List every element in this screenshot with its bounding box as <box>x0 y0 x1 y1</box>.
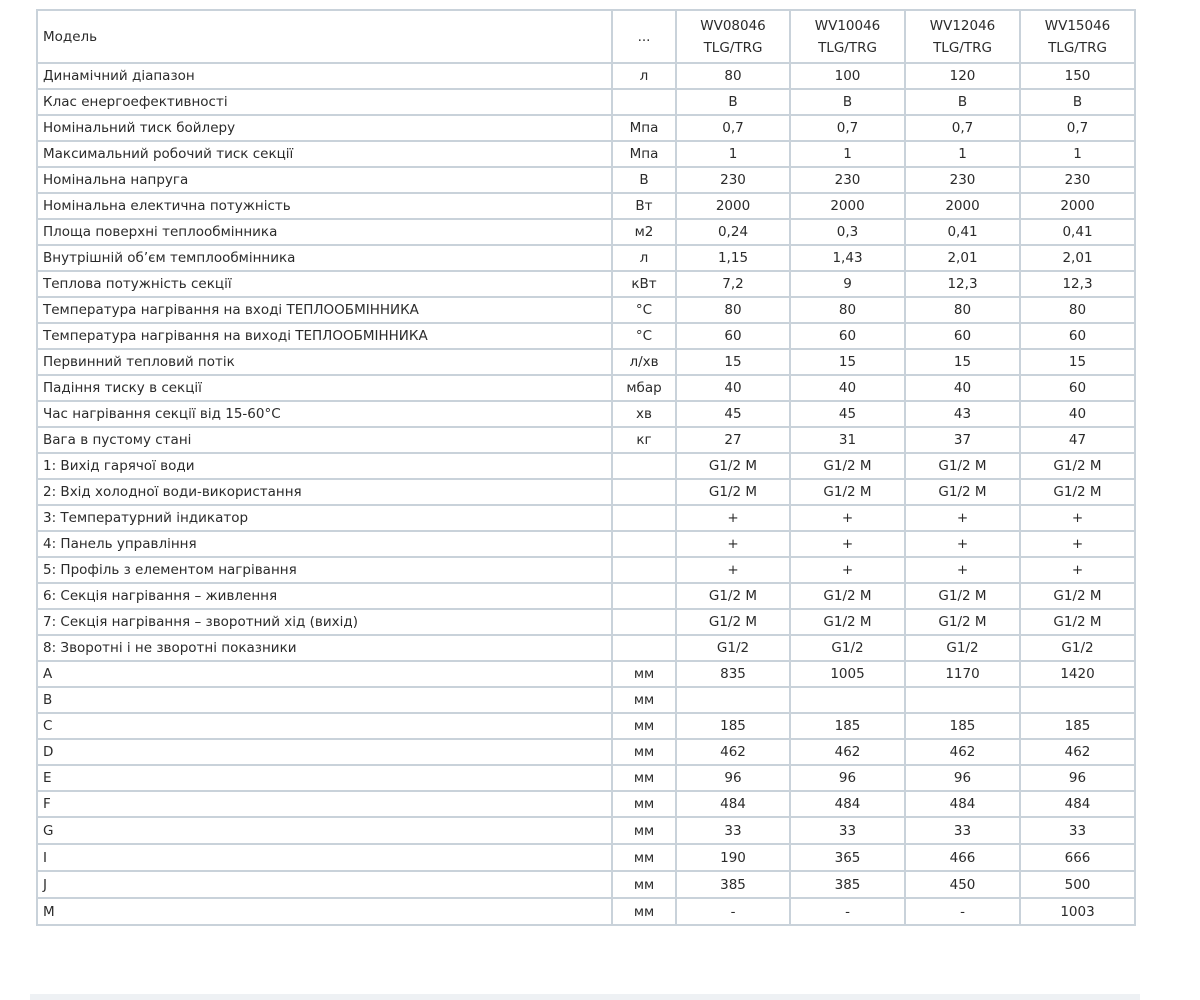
parameter-value: 2000 <box>790 193 905 219</box>
model-code: WV12046 <box>929 17 996 34</box>
parameter-value: 60 <box>1020 323 1135 349</box>
parameter-value: + <box>790 531 905 557</box>
table-row <box>37 115 1135 141</box>
parameter-value: G1/2 M <box>1020 453 1135 479</box>
parameter-value: G1/2 <box>676 635 790 661</box>
parameter-unit <box>612 505 676 531</box>
parameter-value: G1/2 M <box>1020 609 1135 635</box>
table-row <box>37 453 1135 479</box>
parameter-name: I <box>37 844 612 871</box>
parameter-value: 40 <box>905 375 1020 401</box>
parameter-value: - <box>905 898 1020 925</box>
table-row <box>37 193 1135 219</box>
parameter-name: 3: Температурний індикатор <box>37 505 612 531</box>
parameter-value: 185 <box>1020 713 1135 739</box>
parameter-value: 37 <box>905 427 1020 453</box>
parameter-unit <box>612 635 676 661</box>
parameter-value: 385 <box>676 871 790 898</box>
parameter-unit: мм <box>612 687 676 713</box>
parameter-unit: мм <box>612 817 676 844</box>
parameter-value: 1 <box>905 141 1020 167</box>
parameter-value: 45 <box>790 401 905 427</box>
parameter-value: 185 <box>790 713 905 739</box>
parameter-value: B <box>905 89 1020 115</box>
parameter-value: G1/2 M <box>676 583 790 609</box>
parameter-value: - <box>790 898 905 925</box>
parameter-value: + <box>676 531 790 557</box>
parameter-unit: кВт <box>612 271 676 297</box>
parameter-value: 0,24 <box>676 219 790 245</box>
parameter-value: 230 <box>905 167 1020 193</box>
table-row <box>37 167 1135 193</box>
parameter-name: Теплова потужність секції <box>37 271 612 297</box>
parameter-value: G1/2 M <box>790 583 905 609</box>
table-row <box>37 245 1135 271</box>
parameter-unit: мм <box>612 791 676 817</box>
table-row <box>37 63 1135 89</box>
parameter-value: 484 <box>676 791 790 817</box>
parameter-unit: л/хв <box>612 349 676 375</box>
parameter-name: 1: Вихід гарячої води <box>37 453 612 479</box>
parameter-name: 7: Секція нагрівання – зворотний хід (вихід) <box>37 609 612 635</box>
parameter-value: G1/2 M <box>905 583 1020 609</box>
parameter-value: G1/2 M <box>790 609 905 635</box>
parameter-name: Первинний тепловий потік <box>37 349 612 375</box>
parameter-value: 80 <box>676 63 790 89</box>
parameter-value: 666 <box>1020 844 1135 871</box>
spec-table <box>36 9 1136 926</box>
model-variant: TLG/TRG <box>1048 39 1107 56</box>
table-row <box>37 479 1135 505</box>
table-row <box>37 401 1135 427</box>
table-row <box>37 505 1135 531</box>
parameter-value: G1/2 M <box>1020 583 1135 609</box>
parameter-value: 60 <box>676 323 790 349</box>
parameter-value: 96 <box>905 765 1020 791</box>
parameter-unit: мм <box>612 898 676 925</box>
parameter-value: + <box>905 505 1020 531</box>
parameter-value: G1/2 M <box>1020 479 1135 505</box>
parameter-value: + <box>676 505 790 531</box>
header-model-4 <box>1020 10 1135 63</box>
parameter-value: 185 <box>905 713 1020 739</box>
parameter-value: G1/2 <box>790 635 905 661</box>
parameter-value: 15 <box>790 349 905 375</box>
parameter-value: 100 <box>790 63 905 89</box>
header-model-1 <box>676 10 790 63</box>
parameter-value: 500 <box>1020 871 1135 898</box>
table-row <box>37 375 1135 401</box>
parameter-value: 33 <box>790 817 905 844</box>
table-row <box>37 844 1135 871</box>
parameter-value: 45 <box>676 401 790 427</box>
parameter-name: Час нагрівання секції від 15-60°C <box>37 401 612 427</box>
parameter-name: Динамічний діапазон <box>37 63 612 89</box>
parameter-name: Температура нагрівання на виході ТЕПЛООБМІННИКА <box>37 323 612 349</box>
parameter-value: 0,7 <box>676 115 790 141</box>
parameter-value: 484 <box>905 791 1020 817</box>
parameter-unit <box>612 531 676 557</box>
parameter-value: 185 <box>676 713 790 739</box>
parameter-value: 120 <box>905 63 1020 89</box>
parameter-name: Клас енергоефективності <box>37 89 612 115</box>
parameter-value: 1420 <box>1020 661 1135 687</box>
parameter-value <box>905 687 1020 713</box>
parameter-value: G1/2 M <box>676 453 790 479</box>
parameter-value: 0,7 <box>1020 115 1135 141</box>
parameter-value: G1/2 <box>1020 635 1135 661</box>
parameter-value: 484 <box>1020 791 1135 817</box>
table-row <box>37 323 1135 349</box>
parameter-value <box>1020 687 1135 713</box>
parameter-unit: °C <box>612 323 676 349</box>
parameter-value: 2,01 <box>1020 245 1135 271</box>
parameter-value: 385 <box>790 871 905 898</box>
table-row <box>37 765 1135 791</box>
parameter-value: 0,7 <box>905 115 1020 141</box>
parameter-value: 365 <box>790 844 905 871</box>
parameter-unit: мм <box>612 739 676 765</box>
parameter-name: 8: Зворотні і не зворотні показники <box>37 635 612 661</box>
table-row <box>37 89 1135 115</box>
parameter-name: Номінальна електична потужність <box>37 193 612 219</box>
parameter-unit <box>612 453 676 479</box>
table-row <box>37 141 1135 167</box>
parameter-unit <box>612 609 676 635</box>
model-variant: TLG/TRG <box>818 39 877 56</box>
parameter-value: - <box>676 898 790 925</box>
parameter-value: 462 <box>905 739 1020 765</box>
parameter-value: 80 <box>676 297 790 323</box>
parameter-name: Максимальний робочий тиск секції <box>37 141 612 167</box>
parameter-value: 33 <box>676 817 790 844</box>
parameter-name: G <box>37 817 612 844</box>
header-model-2 <box>790 10 905 63</box>
parameter-value: 462 <box>676 739 790 765</box>
parameter-name: F <box>37 791 612 817</box>
parameter-value: 31 <box>790 427 905 453</box>
parameter-name: M <box>37 898 612 925</box>
table-row <box>37 739 1135 765</box>
parameter-value: 1003 <box>1020 898 1135 925</box>
parameter-value: 80 <box>905 297 1020 323</box>
parameter-value: 2000 <box>905 193 1020 219</box>
parameter-name: Номінальна напруга <box>37 167 612 193</box>
parameter-value: 1 <box>790 141 905 167</box>
parameter-name: Вага в пустому стані <box>37 427 612 453</box>
parameter-name: Площа поверхні теплообмінника <box>37 219 612 245</box>
parameter-value: G1/2 M <box>905 479 1020 505</box>
parameter-value: + <box>1020 505 1135 531</box>
parameter-value <box>790 687 905 713</box>
parameter-value: G1/2 M <box>676 479 790 505</box>
model-variant: TLG/TRG <box>933 39 992 56</box>
parameter-value: 96 <box>676 765 790 791</box>
parameter-value: 60 <box>1020 375 1135 401</box>
table-row <box>37 661 1135 687</box>
table-row <box>37 583 1135 609</box>
parameter-value: 1,15 <box>676 245 790 271</box>
parameter-value: 2000 <box>676 193 790 219</box>
parameter-value: 12,3 <box>905 271 1020 297</box>
parameter-value: + <box>790 557 905 583</box>
parameter-value: 0,7 <box>790 115 905 141</box>
table-row <box>37 871 1135 898</box>
spec-table-body <box>37 10 1135 925</box>
parameter-name: Температура нагрівання на вході ТЕПЛООБМІННИКА <box>37 297 612 323</box>
parameter-unit: л <box>612 63 676 89</box>
parameter-unit: мм <box>612 765 676 791</box>
header-model-3 <box>905 10 1020 63</box>
parameter-unit: Мпа <box>612 141 676 167</box>
parameter-value: 484 <box>790 791 905 817</box>
parameter-name: 2: Вхід холодної води-використання <box>37 479 612 505</box>
parameter-value: 462 <box>790 739 905 765</box>
parameter-value: 33 <box>905 817 1020 844</box>
model-code: WV15046 <box>1044 17 1111 34</box>
parameter-unit: кг <box>612 427 676 453</box>
parameter-value: 43 <box>905 401 1020 427</box>
parameter-unit: мм <box>612 713 676 739</box>
parameter-value: 1005 <box>790 661 905 687</box>
parameter-name: 5: Профіль з елементом нагрівання <box>37 557 612 583</box>
parameter-value: 80 <box>790 297 905 323</box>
parameter-value: 1170 <box>905 661 1020 687</box>
parameter-unit: Мпа <box>612 115 676 141</box>
parameter-value: 190 <box>676 844 790 871</box>
parameter-name: D <box>37 739 612 765</box>
parameter-unit: Вт <box>612 193 676 219</box>
table-row <box>37 531 1135 557</box>
parameter-name: 6: Секція нагрівання – живлення <box>37 583 612 609</box>
parameter-name: A <box>37 661 612 687</box>
parameter-unit: л <box>612 245 676 271</box>
parameter-unit <box>612 583 676 609</box>
parameter-unit: мм <box>612 844 676 871</box>
parameter-name: J <box>37 871 612 898</box>
table-row <box>37 817 1135 844</box>
parameter-value: 1 <box>676 141 790 167</box>
parameter-value: + <box>905 531 1020 557</box>
parameter-name: 4: Панель управління <box>37 531 612 557</box>
parameter-value: + <box>790 505 905 531</box>
parameter-unit <box>612 479 676 505</box>
parameter-unit: хв <box>612 401 676 427</box>
parameter-value: 230 <box>676 167 790 193</box>
parameter-value: 835 <box>676 661 790 687</box>
parameter-name: B <box>37 687 612 713</box>
parameter-value: G1/2 M <box>905 453 1020 479</box>
table-row <box>37 297 1135 323</box>
parameter-value: 7,2 <box>676 271 790 297</box>
table-row <box>37 898 1135 925</box>
table-row <box>37 271 1135 297</box>
parameter-value: 1 <box>1020 141 1135 167</box>
parameter-value: 96 <box>790 765 905 791</box>
parameter-unit: м2 <box>612 219 676 245</box>
parameter-value: 466 <box>905 844 1020 871</box>
parameter-unit: мм <box>612 871 676 898</box>
parameter-value: + <box>1020 531 1135 557</box>
parameter-value: G1/2 M <box>790 453 905 479</box>
parameter-value: + <box>676 557 790 583</box>
parameter-value: + <box>905 557 1020 583</box>
parameter-value: B <box>790 89 905 115</box>
parameter-value: 40 <box>790 375 905 401</box>
table-row <box>37 713 1135 739</box>
parameter-unit <box>612 557 676 583</box>
parameter-unit <box>612 89 676 115</box>
parameter-value: 150 <box>1020 63 1135 89</box>
table-row <box>37 219 1135 245</box>
parameter-value: 40 <box>676 375 790 401</box>
table-row <box>37 609 1135 635</box>
parameter-value: G1/2 M <box>905 609 1020 635</box>
parameter-name: Падіння тиску в секції <box>37 375 612 401</box>
parameter-value <box>676 687 790 713</box>
model-code: WV08046 <box>700 17 766 34</box>
parameter-value: 96 <box>1020 765 1135 791</box>
parameter-value: 27 <box>676 427 790 453</box>
parameter-value: 9 <box>790 271 905 297</box>
parameter-value: 2,01 <box>905 245 1020 271</box>
header-label: Модель <box>37 10 612 63</box>
parameter-name: Внутрішній об’єм темплообмінника <box>37 245 612 271</box>
parameter-value: G1/2 M <box>676 609 790 635</box>
parameter-value: 230 <box>1020 167 1135 193</box>
parameter-value: 2000 <box>1020 193 1135 219</box>
parameter-value: 33 <box>1020 817 1135 844</box>
parameter-name: E <box>37 765 612 791</box>
parameter-value: 1,43 <box>790 245 905 271</box>
table-row <box>37 557 1135 583</box>
parameter-value: 15 <box>905 349 1020 375</box>
parameter-value: G1/2 <box>905 635 1020 661</box>
parameter-value: 462 <box>1020 739 1135 765</box>
table-row <box>37 687 1135 713</box>
parameter-value: 12,3 <box>1020 271 1135 297</box>
parameter-value: 0,41 <box>905 219 1020 245</box>
parameter-unit: мбар <box>612 375 676 401</box>
header-row <box>37 10 1135 63</box>
parameter-value: 60 <box>790 323 905 349</box>
table-row <box>37 349 1135 375</box>
table-row <box>37 791 1135 817</box>
model-variant: TLG/TRG <box>703 39 763 56</box>
parameter-value: 0,3 <box>790 219 905 245</box>
parameter-value: 230 <box>790 167 905 193</box>
parameter-value: G1/2 M <box>790 479 905 505</box>
parameter-unit: В <box>612 167 676 193</box>
parameter-value: 450 <box>905 871 1020 898</box>
table-row <box>37 427 1135 453</box>
parameter-value: B <box>676 89 790 115</box>
parameter-value: B <box>1020 89 1135 115</box>
parameter-name: Номінальний тиск бойлеру <box>37 115 612 141</box>
parameter-value: + <box>1020 557 1135 583</box>
parameter-unit: °C <box>612 297 676 323</box>
parameter-unit: мм <box>612 661 676 687</box>
header-unit: ... <box>612 10 676 63</box>
model-code: WV10046 <box>814 17 881 34</box>
parameter-value: 47 <box>1020 427 1135 453</box>
parameter-value: 80 <box>1020 297 1135 323</box>
parameter-name: C <box>37 713 612 739</box>
parameter-value: 15 <box>1020 349 1135 375</box>
parameter-value: 60 <box>905 323 1020 349</box>
bottom-strip <box>30 994 1140 1000</box>
parameter-value: 40 <box>1020 401 1135 427</box>
parameter-value: 0,41 <box>1020 219 1135 245</box>
table-row <box>37 635 1135 661</box>
parameter-value: 15 <box>676 349 790 375</box>
